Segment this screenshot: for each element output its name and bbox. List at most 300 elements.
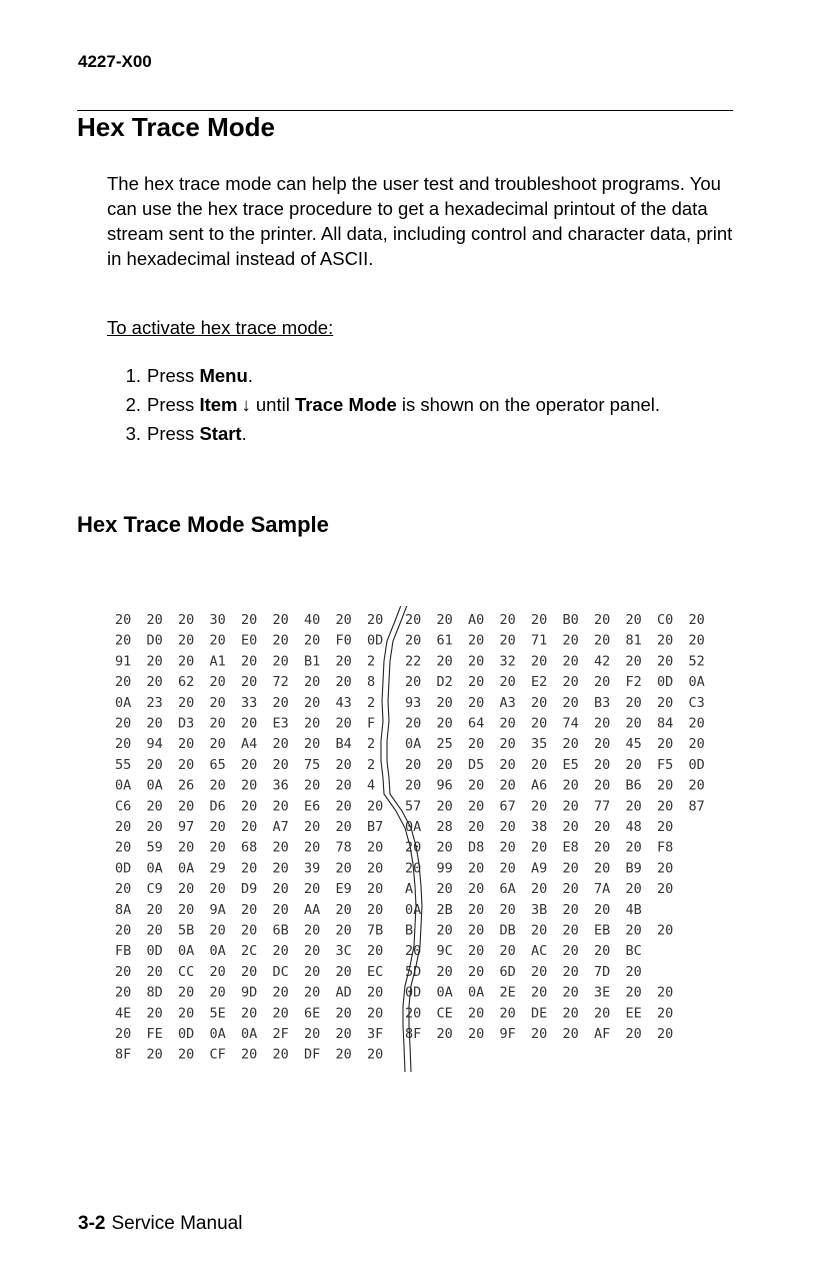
left-hex-byte: 20	[335, 1005, 352, 1022]
left-hex-byte: 20	[209, 839, 226, 856]
left-hex-byte: E3	[272, 715, 289, 732]
right-hex-byte: 20	[405, 756, 422, 773]
right-hex-byte: 20	[436, 694, 453, 711]
left-hex-byte: 20	[304, 839, 321, 856]
right-hex-byte: 20	[468, 963, 485, 980]
right-hex-byte: E5	[562, 756, 579, 773]
left-hex-byte: 3F	[367, 1026, 384, 1042]
left-hex-byte: 2	[367, 653, 376, 670]
right-hex-byte: 0A	[405, 736, 422, 753]
right-hex-byte: 25	[436, 736, 453, 753]
right-hex-byte: E8	[562, 839, 579, 856]
left-hex-byte: 20	[209, 736, 226, 753]
right-hex-byte: 20	[625, 984, 642, 1001]
right-hex-byte: 0D	[405, 984, 422, 1001]
right-hex-byte: 20	[562, 694, 579, 711]
right-hex-byte: 35	[531, 736, 548, 753]
right-hex-byte: 20	[468, 694, 485, 711]
right-hex-byte: 20	[468, 777, 485, 794]
left-hex-byte: D0	[146, 632, 163, 649]
hex-trace-sample	[105, 606, 725, 1076]
left-hex-byte: 9D	[241, 984, 258, 1001]
right-hex-byte: 0D	[688, 756, 705, 773]
right-hex-byte: 20	[531, 653, 548, 670]
left-hex-byte: 0A	[115, 777, 132, 794]
left-hex-byte: 20	[146, 1046, 163, 1063]
right-hex-byte: 20	[562, 922, 579, 939]
right-hex-byte: 20	[531, 612, 548, 628]
right-hex-byte: 20	[657, 1005, 674, 1022]
right-hex-byte: 20	[531, 963, 548, 980]
left-hex-byte: D3	[178, 715, 195, 732]
right-hex-byte: 20	[625, 798, 642, 815]
right-hex-byte: 0A	[405, 819, 422, 835]
left-hex-byte: 20	[272, 901, 289, 918]
right-hex-byte: 38	[531, 819, 548, 835]
right-hex-byte: F2	[625, 674, 642, 691]
step-key: Item	[199, 394, 238, 415]
right-hex-byte: 20	[499, 612, 516, 628]
left-hex-byte: 20	[304, 881, 321, 898]
left-hex-byte: 20	[367, 1046, 384, 1063]
left-hex-byte: 20	[146, 1005, 163, 1022]
left-hex-byte: 0A	[178, 943, 195, 960]
left-hex-byte: 20	[209, 715, 226, 732]
left-hex-byte: 20	[146, 653, 163, 670]
step-number: 3.	[125, 423, 141, 444]
right-hex-byte: 20	[468, 736, 485, 753]
left-hex-byte: 20	[241, 653, 258, 670]
right-hex-byte: A9	[531, 860, 548, 877]
left-hex-byte: 20	[209, 963, 226, 980]
right-hex-byte: 20	[657, 736, 674, 753]
step-key: Trace Mode	[294, 394, 397, 415]
left-hex-byte: 8F	[115, 1046, 132, 1063]
left-hex-byte: 4E	[115, 1005, 132, 1022]
right-hex-byte: AF	[594, 1026, 611, 1042]
left-hex-byte: CC	[178, 963, 195, 980]
footer-label: Service Manual	[111, 1213, 243, 1234]
right-hex-byte: B9	[625, 860, 642, 877]
right-hex-byte: 20	[657, 632, 674, 649]
left-hex-byte: EC	[367, 963, 384, 980]
left-hex-byte: 20	[115, 736, 132, 753]
right-hex-byte: 20	[531, 715, 548, 732]
left-hex-byte: 20	[272, 839, 289, 856]
left-hex-byte: 20	[304, 963, 321, 980]
right-hex-byte: 42	[594, 653, 611, 670]
left-hex-byte: 20	[335, 756, 352, 773]
left-hex-byte: 20	[304, 984, 321, 1001]
left-hex-byte: B1	[304, 653, 321, 670]
left-hex-byte: 20	[241, 756, 258, 773]
left-hex-byte: FB	[115, 943, 132, 960]
right-hex-byte: 20	[436, 963, 453, 980]
right-hex-byte: 57	[405, 798, 422, 815]
right-hex-byte: EB	[594, 922, 611, 939]
left-hex-byte: 20	[209, 632, 226, 649]
right-hex-byte: 61	[436, 632, 453, 649]
right-hex-byte: 20	[594, 1005, 611, 1022]
right-hex-byte: 20	[657, 922, 674, 939]
left-hex-byte: 20	[272, 1046, 289, 1063]
left-hex-byte: 20	[367, 901, 384, 918]
left-hex-byte: 20	[178, 1005, 195, 1022]
left-hex-byte: 8	[367, 674, 376, 691]
right-hex-byte: 99	[436, 860, 453, 877]
right-hex-byte: 45	[625, 736, 642, 753]
right-hex-byte: CE	[436, 1005, 453, 1022]
right-hex-byte: 0A	[405, 901, 422, 918]
right-hex-byte: DE	[531, 1005, 548, 1022]
left-hex-byte: 5E	[209, 1005, 226, 1022]
left-hex-byte: 20	[335, 612, 352, 628]
left-hex-byte: 20	[209, 881, 226, 898]
right-hex-byte: 5D	[405, 963, 422, 980]
left-hex-byte: E0	[241, 632, 258, 649]
left-hex-byte: 0D	[146, 943, 163, 960]
right-hex-byte: 22	[405, 653, 422, 670]
right-hex-byte: 2E	[499, 984, 516, 1001]
right-hex-byte: 0D	[657, 674, 674, 691]
right-hex-byte: 0A	[436, 984, 453, 1001]
step-text: is shown on the operator panel.	[396, 394, 661, 415]
left-hex-byte: 20	[241, 922, 258, 939]
right-hex-byte: 20	[468, 860, 485, 877]
left-hex-byte: 4	[367, 777, 376, 794]
left-hex-byte: 33	[241, 694, 258, 711]
left-hex-byte: 20	[146, 901, 163, 918]
right-hex-byte: 20	[468, 674, 485, 691]
left-hex-byte: 20	[115, 612, 132, 628]
left-hex-byte: 20	[272, 881, 289, 898]
left-hex-byte: 20	[241, 1046, 258, 1063]
left-hex-byte: 20	[115, 984, 132, 1001]
right-hex-byte: 20	[468, 1026, 485, 1042]
right-hex-byte: 20	[625, 881, 642, 898]
left-hex-byte: E9	[335, 881, 352, 898]
right-hex-byte: 0A	[688, 674, 705, 691]
left-hex-byte: C6	[115, 798, 132, 815]
left-hex-byte: 20	[241, 674, 258, 691]
right-hex-byte: 20	[405, 943, 422, 960]
left-hex-byte: 20	[335, 922, 352, 939]
step-text: Press	[147, 423, 200, 444]
right-hex-byte: 20	[594, 860, 611, 877]
right-hex-byte: 87	[688, 798, 705, 815]
left-hex-byte: 20	[178, 901, 195, 918]
right-hex-byte: 20	[436, 715, 453, 732]
left-hex-byte: 20	[304, 694, 321, 711]
right-hex-byte: 20	[531, 756, 548, 773]
right-hex-byte: 20	[468, 1005, 485, 1022]
left-hex-byte: 20	[241, 798, 258, 815]
left-hex-byte: 20	[367, 943, 384, 960]
right-hex-byte: B0	[562, 612, 579, 628]
left-hex-byte: D6	[209, 798, 226, 815]
left-hex-byte: 20	[146, 819, 163, 835]
left-hex-byte: 20	[335, 715, 352, 732]
left-hex-byte: 75	[304, 756, 321, 773]
step-key: Start	[199, 423, 242, 444]
hex-left-block	[115, 612, 383, 1063]
right-hex-byte: 20	[499, 632, 516, 649]
left-hex-byte: 5B	[178, 922, 195, 939]
right-hex-byte: 20	[562, 736, 579, 753]
left-hex-byte: 20	[335, 798, 352, 815]
right-hex-byte: 77	[594, 798, 611, 815]
right-hex-byte: 20	[562, 943, 579, 960]
right-hex-byte: 20	[405, 674, 422, 691]
right-hex-byte: 20	[499, 777, 516, 794]
left-hex-byte: 20	[272, 632, 289, 649]
left-hex-byte: 20	[115, 963, 132, 980]
left-hex-byte: 20	[115, 632, 132, 649]
left-hex-byte: CF	[209, 1046, 226, 1063]
right-hex-byte: 20	[468, 881, 485, 898]
left-hex-byte: 20	[304, 1026, 321, 1042]
right-hex-byte: 20	[531, 1026, 548, 1042]
left-hex-byte: 20	[304, 777, 321, 794]
left-hex-byte: 20	[272, 984, 289, 1001]
right-hex-byte: 20	[499, 674, 516, 691]
left-hex-byte: 23	[146, 694, 163, 711]
right-hex-byte: 20	[405, 777, 422, 794]
right-hex-byte: 20	[562, 798, 579, 815]
left-hex-byte: 20	[304, 922, 321, 939]
right-hex-byte: 20	[531, 694, 548, 711]
right-hex-byte: 20	[562, 1026, 579, 1042]
right-hex-byte: 20	[625, 756, 642, 773]
left-hex-byte: 7B	[367, 922, 384, 939]
right-hex-byte: 20	[594, 819, 611, 835]
right-hex-byte: 20	[625, 653, 642, 670]
step-number: 1.	[125, 365, 141, 386]
left-hex-byte: 20	[241, 1005, 258, 1022]
left-hex-byte: 20	[241, 715, 258, 732]
right-hex-byte: 20	[594, 612, 611, 628]
step-number: 2.	[125, 394, 141, 415]
right-hex-byte: 20	[468, 922, 485, 939]
step-text: .	[241, 423, 247, 444]
left-hex-byte: A1	[209, 653, 226, 670]
right-hex-byte: 20	[499, 756, 516, 773]
right-hex-byte: 20	[657, 694, 674, 711]
left-hex-byte: 20	[272, 694, 289, 711]
right-hex-byte: 20	[625, 694, 642, 711]
right-hex-byte: E2	[531, 674, 548, 691]
left-hex-byte: 20	[178, 756, 195, 773]
right-hex-byte: 32	[499, 653, 516, 670]
left-hex-byte: 20	[272, 798, 289, 815]
left-hex-byte: 20	[146, 798, 163, 815]
right-hex-byte: 20	[688, 632, 705, 649]
right-hex-byte: 20	[562, 674, 579, 691]
step-key: Menu	[199, 365, 248, 386]
left-hex-byte: 20	[241, 777, 258, 794]
left-hex-byte: 20	[367, 1005, 384, 1022]
left-hex-byte: 20	[272, 1005, 289, 1022]
right-hex-byte: 7A	[594, 881, 611, 898]
right-hex-byte: 20	[562, 819, 579, 835]
left-hex-byte: D9	[241, 881, 258, 898]
left-hex-byte: 2F	[272, 1026, 289, 1042]
right-hex-byte: 20	[594, 632, 611, 649]
step-item	[107, 392, 660, 421]
right-hex-byte: D5	[468, 756, 485, 773]
left-hex-byte: 20	[146, 715, 163, 732]
left-hex-byte: 20	[367, 881, 384, 898]
left-hex-byte: 20	[367, 984, 384, 1001]
right-hex-byte: 20	[405, 839, 422, 856]
left-hex-byte: 20	[115, 819, 132, 835]
left-hex-byte: 20	[335, 819, 352, 835]
left-hex-byte: 20	[209, 777, 226, 794]
right-hex-byte: 20	[468, 653, 485, 670]
activate-heading: To activate hex trace mode:	[107, 317, 334, 338]
down-arrow-icon: ↓	[241, 394, 251, 415]
left-hex-byte: 20	[178, 881, 195, 898]
left-hex-byte: 20	[178, 839, 195, 856]
left-hex-byte: 20	[272, 612, 289, 628]
step-text: until	[250, 394, 295, 415]
right-hex-byte: 7D	[594, 963, 611, 980]
right-hex-byte: 20	[499, 839, 516, 856]
right-hex-byte: 20	[594, 674, 611, 691]
left-hex-byte: 0A	[146, 777, 163, 794]
left-hex-byte: 29	[209, 860, 226, 877]
left-hex-byte: 0D	[367, 632, 384, 649]
right-hex-byte: 20	[405, 632, 422, 649]
left-hex-byte: 20	[209, 819, 226, 835]
right-hex-byte: 20	[562, 963, 579, 980]
left-hex-byte: 20	[241, 963, 258, 980]
left-hex-byte: 9A	[209, 901, 226, 918]
right-hex-byte: 20	[594, 715, 611, 732]
left-hex-byte: 20	[209, 694, 226, 711]
right-hex-byte: 20	[499, 901, 516, 918]
right-hex-byte: DB	[499, 922, 516, 939]
right-hex-byte: 20	[405, 715, 422, 732]
left-hex-byte: 20	[335, 901, 352, 918]
left-hex-byte: F	[367, 715, 376, 732]
left-hex-byte: 0A	[178, 860, 195, 877]
left-hex-byte: 20	[241, 819, 258, 835]
right-hex-byte: 20	[594, 756, 611, 773]
right-hex-byte: 20	[562, 984, 579, 1001]
right-hex-byte: 20	[562, 901, 579, 918]
left-hex-byte: 20	[178, 736, 195, 753]
left-hex-byte: 39	[304, 860, 321, 877]
left-hex-byte: 20	[272, 943, 289, 960]
right-hex-byte: 20	[499, 819, 516, 835]
right-hex-byte: 20	[531, 798, 548, 815]
left-hex-byte: FE	[146, 1026, 163, 1042]
right-hex-byte: 20	[405, 860, 422, 877]
left-hex-byte: 0A	[241, 1026, 258, 1042]
right-hex-byte: 20	[625, 963, 642, 980]
left-hex-byte: 8A	[115, 901, 132, 918]
right-hex-byte: 20	[688, 715, 705, 732]
right-hex-byte: C0	[657, 612, 674, 628]
right-hex-byte: 20	[562, 1005, 579, 1022]
left-hex-byte: 97	[178, 819, 195, 835]
right-hex-byte: 20	[436, 798, 453, 815]
left-hex-byte: 20	[115, 881, 132, 898]
right-hex-byte: A	[405, 881, 414, 898]
left-hex-byte: 20	[146, 674, 163, 691]
left-hex-byte: 43	[335, 694, 352, 711]
left-hex-byte: 2	[367, 694, 376, 711]
left-hex-byte: 20	[241, 860, 258, 877]
left-hex-byte: 6E	[304, 1005, 321, 1022]
right-hex-byte: 20	[625, 1026, 642, 1042]
right-hex-byte: F8	[657, 839, 674, 856]
step-text: .	[247, 365, 253, 386]
right-hex-byte: 93	[405, 694, 422, 711]
left-hex-byte: 2	[367, 736, 376, 753]
left-hex-byte: 20	[272, 653, 289, 670]
left-hex-byte: 59	[146, 839, 163, 856]
right-hex-byte: 96	[436, 777, 453, 794]
header-rule	[77, 110, 733, 111]
steps-list	[107, 363, 660, 450]
right-hex-byte: 20	[436, 922, 453, 939]
right-hex-byte: 6A	[499, 881, 516, 898]
left-hex-byte: F0	[335, 632, 352, 649]
right-hex-byte: 20	[688, 612, 705, 628]
page-footer	[78, 1213, 242, 1235]
left-hex-byte: 68	[241, 839, 258, 856]
left-hex-byte: 40	[304, 612, 321, 628]
right-hex-byte: 20	[625, 715, 642, 732]
left-hex-byte: AD	[335, 984, 352, 1001]
right-hex-byte: 20	[405, 612, 422, 628]
left-hex-byte: 20	[367, 860, 384, 877]
left-hex-byte: 2C	[241, 943, 258, 960]
right-hex-byte: 64	[468, 715, 485, 732]
right-hex-byte: 9C	[436, 943, 453, 960]
left-hex-byte: 62	[178, 674, 195, 691]
right-hex-byte: 20	[531, 922, 548, 939]
left-hex-byte: 20	[178, 612, 195, 628]
left-hex-byte: 20	[304, 632, 321, 649]
right-hex-byte: 20	[436, 881, 453, 898]
left-hex-byte: 0D	[178, 1026, 195, 1042]
right-hex-byte: 20	[562, 653, 579, 670]
left-hex-byte: 20	[335, 1026, 352, 1042]
right-hex-byte: 20	[657, 881, 674, 898]
right-hex-byte: 20	[436, 756, 453, 773]
right-hex-byte: 71	[531, 632, 548, 649]
step-text: Press	[147, 394, 200, 415]
intro-paragraph: The hex trace mode can help the user test and troubleshoot programs. You can use the hex trace procedure to get a hexadecimal printout of the data stream sent to the printer. All data, including control and character data, print in hexadecimal instead of ASCII.	[107, 173, 733, 269]
left-hex-byte: 20	[146, 922, 163, 939]
right-hex-byte: 84	[657, 715, 674, 732]
left-hex-byte: 20	[115, 839, 132, 856]
right-hex-byte: EE	[625, 1005, 642, 1022]
left-hex-byte: B7	[367, 819, 384, 835]
right-hex-byte: 20	[657, 984, 674, 1001]
left-hex-byte: 20	[209, 984, 226, 1001]
right-hex-byte: 20	[499, 943, 516, 960]
left-hex-byte: 0D	[115, 860, 132, 877]
right-hex-byte: AC	[531, 943, 548, 960]
left-hex-byte: 91	[115, 653, 132, 670]
left-hex-byte: 20	[115, 674, 132, 691]
right-hex-byte: 20	[499, 715, 516, 732]
right-hex-byte: 20	[468, 819, 485, 835]
